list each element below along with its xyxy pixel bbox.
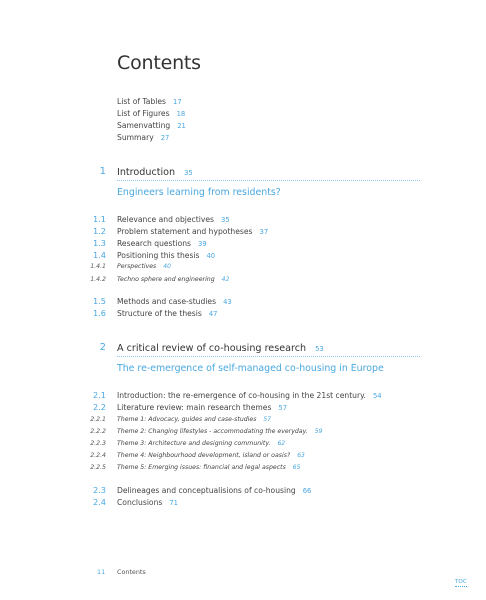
toc-entry-label: Methods and case-studies [117,297,217,306]
toc-entry-subsection[interactable] [117,452,305,459]
toc-entry-subsection[interactable] [117,440,285,447]
toc-entry-list-of-tables[interactable] [117,97,182,106]
toc-entry-label: Theme 3: Architecture and designing community. [117,440,271,447]
toc-entry-label: Theme 5: Emerging issues: financial and legal aspects [117,464,286,471]
toc-entry-section[interactable] [117,297,232,306]
toc-entry-section[interactable] [117,239,207,248]
toc-entry-label: Theme 4: Neighbourhood development, island or oasis? [117,452,291,459]
toc-entry-page: 57 [263,416,272,423]
toc-entry-label: List of Figures [117,109,170,118]
toc-entry-page: 42 [221,276,230,283]
section-number: 2.2 [92,402,106,412]
toc-entry-label: Samenvatting [117,121,171,130]
toc-entry-section[interactable] [117,403,287,412]
toc-entry-label: Relevance and objectives [117,215,214,224]
toc-entry-section[interactable] [117,215,230,224]
chapter-divider [117,180,420,181]
toc-entry-label: Research questions [117,239,192,248]
toc-entry-label: Summary [117,133,154,142]
toc-entry-subsection[interactable] [117,416,271,423]
toc-entry-page: 37 [259,228,269,236]
toc-entry-page: 18 [176,110,186,118]
toc-entry-summary[interactable] [117,133,169,142]
section-number: 1.2 [92,226,106,236]
section-number: 1.1 [92,214,106,224]
subsection-number: 2.2.1 [90,416,106,423]
chapter-number: 2 [99,342,106,353]
toc-link[interactable]: TOC [455,579,467,585]
toc-entry-label: Structure of the thesis [117,309,202,318]
toc-entry-page: 27 [160,134,170,142]
toc-entry-page: 21 [177,122,186,130]
chapter-page: 35 [184,169,193,177]
toc-entry-label: Introduction: the re-emergence of co-housing in the 21st century. [117,391,366,400]
page-title: Contents [117,52,201,74]
chapter-divider [117,356,420,357]
subsection-number: 1.4.1 [90,263,106,270]
toc-entry-label: Positioning this thesis [117,251,200,260]
toc-entry-page: 40 [206,252,216,260]
subsection-number: 2.2.2 [90,428,106,435]
toc-entry-label: List of Tables [117,97,167,106]
toc-entry-section[interactable] [117,309,218,318]
toc-entry-label: Theme 1: Advocacy, guides and case-studies [117,416,257,423]
chapter-title-co-housing-review[interactable] [117,343,324,354]
toc-entry-page: 65 [292,464,301,471]
toc-entry-section[interactable] [117,486,311,495]
toc-entry-section[interactable] [117,227,268,236]
chapter-subtitle: The re-emergence of self-managed co-housing in Europe [117,363,384,374]
toc-entry-page: 63 [297,452,305,459]
toc-entry-page: 59 [314,428,323,435]
toc-entry-page: 39 [198,240,207,248]
toc-entry-list-of-figures[interactable] [117,109,185,118]
section-number: 1.4 [92,250,106,260]
toc-entry-page: 43 [223,298,232,306]
footer-page-number: 11 [97,568,106,576]
toc-entry-page: 47 [208,310,218,318]
toc-entry-page: 17 [173,98,182,106]
toc-entry-label: Conclusions [117,498,163,507]
toc-entry-subsection[interactable] [117,276,229,283]
toc-entry-page: 54 [372,392,382,400]
toc-entry-label: Perspectives [117,263,157,270]
toc-entry-samenvatting[interactable] [117,121,186,130]
chapter-title-label: A critical review of co-housing research [117,343,307,354]
subsection-number: 2.2.4 [90,452,106,459]
toc-entry-page: 40 [163,263,171,270]
section-number: 2.3 [92,485,106,495]
chapter-page: 53 [315,345,324,353]
chapter-title-introduction[interactable] [117,167,193,178]
section-number: 1.6 [92,308,106,318]
section-number: 1.3 [92,238,106,248]
chapter-title-label: Introduction [117,167,176,178]
toc-entry-page: 71 [169,499,178,507]
toc-entry-label: Problem statement and hypotheses [117,227,253,236]
toc-entry-section[interactable] [117,498,178,507]
toc-entry-label: Literature review: main research themes [117,403,272,412]
toc-entry-section[interactable] [117,251,215,260]
section-number: 1.5 [92,296,106,306]
toc-entry-label: Techno sphere and engineering [117,276,215,283]
toc-entry-page: 35 [220,216,230,224]
section-number: 2.1 [92,390,106,400]
toc-entry-page: 62 [277,440,286,447]
toc-entry-page: 57 [278,404,288,412]
toc-entry-label: Theme 2: Changing lifestyles - accommodating the everyday. [117,428,308,435]
chapter-subtitle: Engineers learning from residents? [117,187,281,198]
footer-section-label: Contents [117,568,146,576]
chapter-number: 1 [99,166,106,177]
toc-entry-label: Delineages and conceptualisions of co-housing [117,486,296,495]
toc-entry-subsection[interactable] [117,428,322,435]
subsection-number: 2.2.3 [90,440,106,447]
toc-entry-subsection[interactable] [117,263,171,270]
subsection-number: 2.2.5 [90,464,106,471]
toc-entry-subsection[interactable] [117,464,300,471]
section-number: 2.4 [92,497,106,507]
subsection-number: 1.4.2 [90,276,106,283]
toc-entry-section[interactable] [117,391,382,400]
toc-entry-page: 66 [302,487,312,495]
